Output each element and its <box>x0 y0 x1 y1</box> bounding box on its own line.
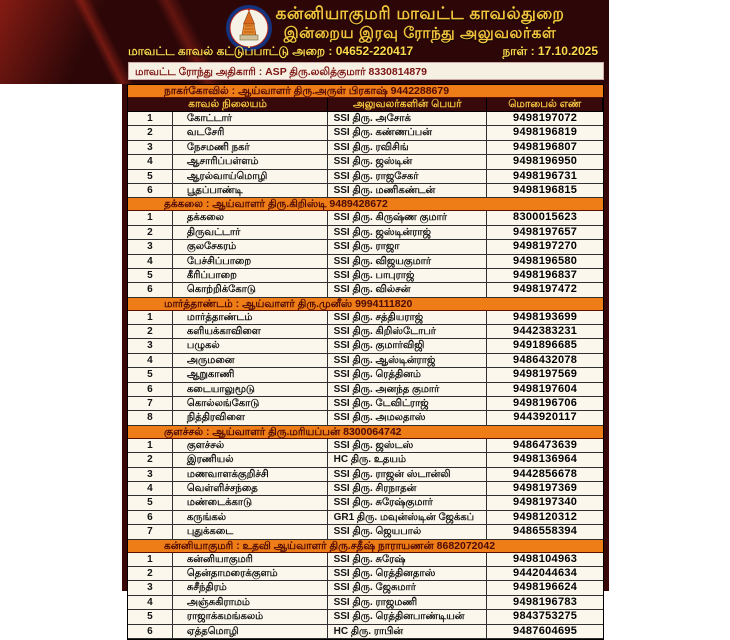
section-header-bar: நாகர்கோவில் : ஆய்வாளர் திரு.அருள் பிரகாஷ் 9442288679 <box>128 85 603 98</box>
section-header-bar: தக்கலை : ஆய்வாளர் திரு.கிறிஸ்டி 9489428672 <box>128 198 603 211</box>
station-cell: தென்தாமரைக்குளம் <box>173 567 328 580</box>
station-cell: நித்திரவிளை <box>173 411 328 424</box>
officer-cell: SSI திரு. கண்ணப்பன் <box>328 126 488 139</box>
mobile-cell: 9498197657 <box>513 225 578 238</box>
mobile-cell: 9491896685 <box>513 339 578 352</box>
station-cell: மார்த்தாண்டம் <box>173 311 328 324</box>
serial-cell: 3 <box>128 141 173 154</box>
officer-cell: SSI திரு. சத்தியராஜ் <box>328 311 488 324</box>
mobile-cell: 9498196815 <box>513 183 578 196</box>
officer-cell: SSI திரு. ரெத்தினதாஸ் <box>328 567 488 580</box>
serial-cell: 1 <box>128 439 173 452</box>
serial-cell: 4 <box>128 596 173 609</box>
station-cell: ஆரல்வாய்மொழி <box>173 170 328 183</box>
serial-cell: 2 <box>128 226 173 239</box>
mobile-cell: 9487604695 <box>513 624 578 637</box>
serial-cell: 6 <box>128 283 173 296</box>
serial-cell: 7 <box>128 525 173 538</box>
table-row <box>128 354 603 368</box>
table-row <box>128 339 603 353</box>
officer-cell: SSI திரு. ராஜசேகர் <box>328 170 488 183</box>
officer-cell: SSI திரு. ஜெயபால் <box>328 525 488 538</box>
serial-cell: 1 <box>128 553 173 566</box>
table-row <box>128 596 603 610</box>
station-cell: குலசேகரம் <box>173 240 328 253</box>
officer-cell: SSI திரு. டேவிட்ராஜ் <box>328 397 488 410</box>
officer-cell: SSI திரு. அசோக் <box>328 112 488 125</box>
serial-cell: 6 <box>128 625 173 638</box>
table-row <box>128 411 603 425</box>
station-cell: பேச்சிப்பாறை <box>173 255 328 268</box>
column-header-station: காவல் நிலையம் <box>128 98 328 111</box>
serial-cell: 3 <box>128 581 173 594</box>
officer-cell: SSI திரு. ராஜன் ஸ்டான்லி <box>328 468 488 481</box>
table-row <box>128 141 603 155</box>
poster-subtitle: இன்றைய இரவு ரோந்து அலுவலர்கள் <box>283 25 557 42</box>
table-row <box>128 581 603 595</box>
table-row <box>128 468 603 482</box>
table-row <box>128 453 603 467</box>
patrol-table <box>127 84 604 640</box>
officer-cell: HC திரு. உதயம் <box>328 453 488 466</box>
serial-cell: 4 <box>128 482 173 495</box>
table-row <box>128 325 603 339</box>
table-row <box>128 283 603 297</box>
station-cell: கொல்லங்கோடு <box>173 397 328 410</box>
officer-cell: SSI திரு. பாபுராஜ் <box>328 269 488 282</box>
officer-cell: SSI திரு. வில்சன் <box>328 283 488 296</box>
officer-cell: SSI திரு. ராஜமணி <box>328 596 488 609</box>
mobile-cell: 9442044634 <box>513 566 578 579</box>
station-cell: வெள்ளிச்சந்தை <box>173 482 328 495</box>
station-cell: அஞ்சுகிராமம் <box>173 596 328 609</box>
mobile-cell: 9498197604 <box>513 382 578 395</box>
station-cell: ஏத்தமொழி <box>173 625 328 638</box>
mobile-cell: 9498197369 <box>513 481 578 494</box>
station-cell: ஆசாரிப்பள்ளம் <box>173 155 328 168</box>
mobile-cell: 9498120312 <box>513 510 578 523</box>
mobile-cell: 9498196819 <box>513 126 578 139</box>
table-row <box>128 567 603 581</box>
column-header-mobile: மொபைல் எண் <box>487 98 603 111</box>
serial-cell: 1 <box>128 211 173 224</box>
station-cell: ஆறுகாணி <box>173 368 328 381</box>
mobile-cell: 9498197472 <box>513 283 578 296</box>
station-cell: பழுகல் <box>173 339 328 352</box>
officer-cell: SSI திரு. ஆஸ்டின்ராஜ் <box>328 354 488 367</box>
table-row <box>128 525 603 539</box>
serial-cell: 4 <box>128 354 173 367</box>
serial-cell: 6 <box>128 383 173 396</box>
station-cell: அருமனை <box>173 354 328 367</box>
station-cell: பூதப்பாண்டி <box>173 184 328 197</box>
mobile-cell: 9498196783 <box>513 595 578 608</box>
table-row <box>128 482 603 496</box>
table-row <box>128 211 603 225</box>
station-cell: களியக்காவிளை <box>173 325 328 338</box>
serial-cell: 6 <box>128 184 173 197</box>
serial-cell: 7 <box>128 397 173 410</box>
station-cell: நேசமணி நகர் <box>173 141 328 154</box>
table-row <box>128 553 603 567</box>
serial-cell: 3 <box>128 339 173 352</box>
officer-cell: SSI திரு. ரெத்தினம் <box>328 368 488 381</box>
table-row <box>128 240 603 254</box>
officer-cell: SSI திரு. கிறிஸ்டோபர் <box>328 325 488 338</box>
column-header-row <box>128 98 603 112</box>
mobile-cell: 9498196706 <box>513 397 578 410</box>
station-cell: கீரிப்பாறை <box>173 269 328 282</box>
officer-cell: SSI திரு. ஜஸ்டஸ் <box>328 439 488 452</box>
control-room-number: மாவட்ட காவல் கட்டுப்பாட்டு அறை : 04652-220417 <box>128 44 414 58</box>
district-patrol-officer-bar: மாவட்ட ரோந்து அதிகாரி : ASP திரு.லலித்குமார் 8330814879 <box>128 62 604 80</box>
column-header-officer: அலுவலர்களின் பெயர் <box>328 98 487 111</box>
officer-cell: HC திரு. ராபின் <box>328 625 488 638</box>
poster-title: கன்னியாகுமரி மாவட்ட காவல்துறை <box>275 4 565 23</box>
station-cell: புதுக்கடை <box>173 525 328 538</box>
station-cell: மண்டைக்காடு <box>173 496 328 509</box>
officer-cell: SSI திரு. ராஜா <box>328 240 488 253</box>
serial-cell: 4 <box>128 255 173 268</box>
serial-cell: 5 <box>128 170 173 183</box>
serial-cell: 2 <box>128 567 173 580</box>
mobile-cell: 9498197270 <box>513 240 578 253</box>
station-cell: குளச்சல் <box>173 439 328 452</box>
table-row <box>128 397 603 411</box>
officer-cell: SSI திரு. அமலதாஸ் <box>328 411 488 424</box>
serial-cell: 8 <box>128 411 173 424</box>
station-cell: கொற்றிக்கோடு <box>173 283 328 296</box>
mobile-cell: 9498196580 <box>513 254 578 267</box>
mobile-cell: 9498196950 <box>513 155 578 168</box>
serial-cell: 2 <box>128 453 173 466</box>
officer-cell: SSI திரு. ஜஸ்டின் <box>328 155 488 168</box>
station-cell: சுசீந்திரம் <box>173 581 328 594</box>
mobile-cell: 9498197340 <box>513 496 578 509</box>
station-cell: தக்கலை <box>173 211 328 224</box>
table-row <box>128 439 603 453</box>
roster-table-frame <box>122 84 609 637</box>
officer-cell: SSI திரு. விஜயகுமார் <box>328 255 488 268</box>
serial-cell: 6 <box>128 511 173 524</box>
table-row <box>128 255 603 269</box>
serial-cell: 1 <box>128 311 173 324</box>
station-cell: கன்னியாகுமரி <box>173 553 328 566</box>
mobile-cell: 9498196624 <box>513 581 578 594</box>
section-header-bar: கன்னியாகுமரி : உதவி ஆய்வாளர் திரு.சதீஷ் நாராயணன் 8682072042 <box>128 540 603 553</box>
table-row <box>128 170 603 184</box>
officer-cell: SSI திரு. கிருஷ்ண குமார் <box>328 211 488 224</box>
table-row <box>128 625 603 639</box>
table-row <box>128 226 603 240</box>
station-cell: இரணியல் <box>173 453 328 466</box>
mobile-cell: 9443920117 <box>513 411 577 424</box>
mobile-cell: 9498104963 <box>513 552 578 565</box>
officer-cell: SSI திரு. ஜஸ்டின்ராஜ் <box>328 226 488 239</box>
mobile-cell: 8300015623 <box>513 211 578 224</box>
mobile-cell: 9442856678 <box>513 467 578 480</box>
mobile-cell: 9498196837 <box>513 268 578 281</box>
station-cell: மணவாளக்குறிச்சி <box>173 468 328 481</box>
table-row <box>128 126 603 140</box>
table-row <box>128 112 603 126</box>
section-header-bar: குளச்சல் : ஆய்வாளர் திரு.மரியப்பன் 8300064742 <box>128 426 603 439</box>
mobile-cell: 9843753275 <box>513 610 578 623</box>
table-row <box>128 184 603 198</box>
mobile-cell: 9498197072 <box>513 112 578 124</box>
officer-cell: GR1 திரு. மவுன்ஸ்டின் ஜேக்கப் <box>328 511 488 524</box>
serial-cell: 3 <box>128 468 173 481</box>
serial-cell: 5 <box>128 496 173 509</box>
officer-cell: SSI திரு. சுரேஷ் <box>328 553 488 566</box>
station-cell: கோட்டார் <box>173 112 328 125</box>
officer-cell: SSI திரு. அனந்த குமார் <box>328 383 488 396</box>
station-cell: ராஜாக்கமங்கலம் <box>173 610 328 623</box>
station-cell: திருவட்டார் <box>173 226 328 239</box>
poster-header <box>0 0 609 84</box>
officer-cell: SSI திரு. மணிகண்டன் <box>328 184 488 197</box>
serial-cell: 2 <box>128 126 173 139</box>
officer-cell: SSI திரு. ஜேசுமார் <box>328 581 488 594</box>
serial-cell: 2 <box>128 325 173 338</box>
poster-date: நாள் : 17.10.2025 <box>502 44 598 58</box>
officer-cell: SSI திரு. ரெத்தினபாண்டியன் <box>328 610 488 623</box>
table-row <box>128 311 603 325</box>
station-cell: கருங்கல் <box>173 511 328 524</box>
station-cell: கடையாலுமூடு <box>173 383 328 396</box>
table-row <box>128 368 603 382</box>
table-row <box>128 383 603 397</box>
station-cell: வடசேரி <box>173 126 328 139</box>
section-header-bar: மார்த்தாண்டம் : ஆய்வாளர் திரு.முனீஸ் 9994111820 <box>128 298 603 311</box>
table-row <box>128 610 603 624</box>
serial-cell: 1 <box>128 112 173 125</box>
officer-cell: SSI திரு. குமார்விஜி <box>328 339 488 352</box>
serial-cell: 5 <box>128 610 173 623</box>
mobile-cell: 9486432078 <box>513 353 578 366</box>
mobile-cell: 9498196731 <box>513 169 578 182</box>
mobile-cell: 9498197569 <box>513 368 578 381</box>
officer-cell: SSI திரு. சிரநாதன் <box>328 482 488 495</box>
table-row <box>128 511 603 525</box>
mobile-cell: 9498196807 <box>513 140 578 153</box>
serial-cell: 4 <box>128 155 173 168</box>
mobile-cell: 9498136964 <box>513 453 578 466</box>
serial-cell: 5 <box>128 368 173 381</box>
serial-cell: 5 <box>128 269 173 282</box>
officer-cell: SSI திரு. சுரேஷ்குமார் <box>328 496 488 509</box>
table-row <box>128 269 603 283</box>
table-row <box>128 155 603 169</box>
mobile-cell: 9442383231 <box>513 325 578 338</box>
serial-cell: 3 <box>128 240 173 253</box>
mobile-cell: 9486473639 <box>513 438 578 451</box>
table-row <box>128 496 603 510</box>
mobile-cell: 9486558394 <box>513 525 578 538</box>
mobile-cell: 9498193699 <box>513 310 578 323</box>
officer-cell: SSI திரு. ரவிசிங் <box>328 141 488 154</box>
